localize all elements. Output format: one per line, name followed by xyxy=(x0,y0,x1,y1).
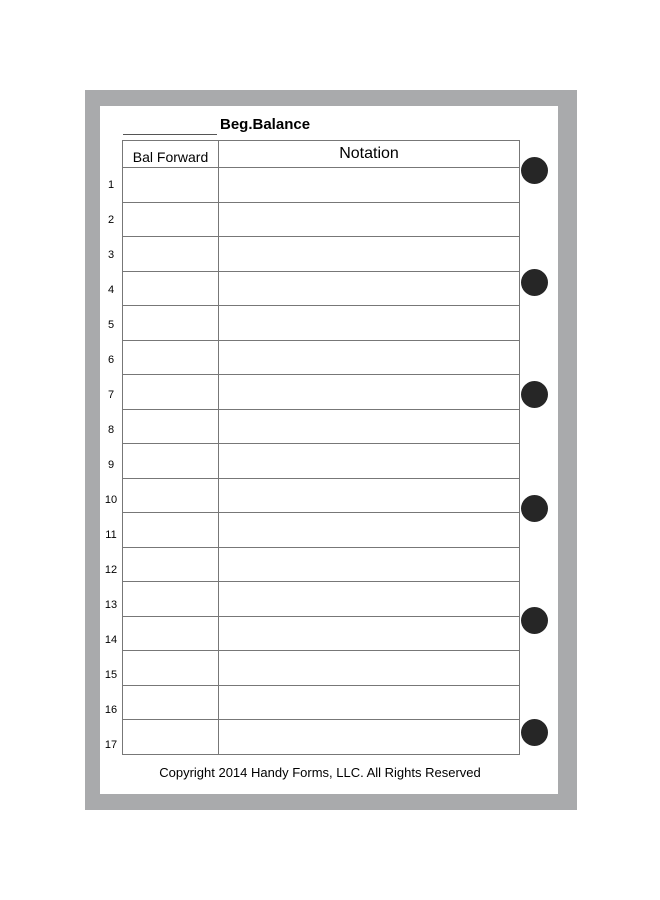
row-number: 7 xyxy=(107,388,115,401)
notation-cell[interactable] xyxy=(219,479,519,513)
row-number: 8 xyxy=(107,423,115,436)
table-row xyxy=(123,651,519,686)
notation-cell[interactable] xyxy=(219,168,519,202)
row-number: 16 xyxy=(104,703,118,716)
bal-forward-cell[interactable] xyxy=(123,306,219,340)
row-number: 10 xyxy=(104,493,118,506)
notation-cell[interactable] xyxy=(219,548,519,582)
notation-header: Notation xyxy=(339,145,399,162)
punch-hole-icon xyxy=(521,157,548,184)
notation-cell[interactable] xyxy=(219,686,519,720)
table-row xyxy=(123,168,519,203)
bal-forward-cell[interactable] xyxy=(123,444,219,478)
beg-balance-label: Beg.Balance xyxy=(220,116,311,133)
notation-cell[interactable] xyxy=(219,375,519,409)
bal-forward-cell[interactable] xyxy=(123,720,219,754)
bal-forward-header: Bal Forward xyxy=(123,141,219,167)
table-row xyxy=(123,582,519,617)
bal-forward-cell[interactable] xyxy=(123,410,219,444)
bal-forward-cell[interactable] xyxy=(123,168,219,202)
table-row xyxy=(123,617,519,652)
bal-forward-cell[interactable] xyxy=(123,341,219,375)
row-number: 1 xyxy=(107,178,115,191)
row-number: 11 xyxy=(105,528,117,541)
bal-forward-cell[interactable] xyxy=(123,617,219,651)
table-row xyxy=(123,444,519,479)
table-row xyxy=(123,203,519,238)
bal-forward-cell[interactable] xyxy=(123,272,219,306)
punch-hole-icon xyxy=(521,495,548,522)
row-number: 5 xyxy=(107,318,115,331)
bal-forward-cell[interactable] xyxy=(123,237,219,271)
row-number: 12 xyxy=(104,563,118,576)
register-table xyxy=(122,140,520,755)
table-row xyxy=(123,341,519,376)
bal-forward-cell[interactable] xyxy=(123,582,219,616)
table-row xyxy=(123,720,519,755)
table-row xyxy=(123,375,519,410)
notation-cell[interactable] xyxy=(219,203,519,237)
bal-forward-cell[interactable] xyxy=(123,203,219,237)
notation-cell[interactable] xyxy=(219,617,519,651)
row-number: 2 xyxy=(107,213,115,226)
punch-hole-icon xyxy=(521,269,548,296)
table-row xyxy=(123,686,519,721)
notation-cell[interactable] xyxy=(219,651,519,685)
notation-cell[interactable] xyxy=(219,513,519,547)
notation-cell[interactable] xyxy=(219,237,519,271)
punch-hole-icon xyxy=(521,381,548,408)
row-number: 3 xyxy=(107,248,115,261)
table-header-row xyxy=(123,141,519,168)
copyright-notice: Copyright 2014 Handy Forms, LLC. All Rights Reserved xyxy=(159,765,481,780)
row-number: 15 xyxy=(104,668,118,681)
row-number: 9 xyxy=(107,458,115,471)
row-number-column xyxy=(100,167,122,762)
row-number: 13 xyxy=(104,598,118,611)
table-row xyxy=(123,306,519,341)
notation-cell[interactable] xyxy=(219,410,519,444)
table-row xyxy=(123,237,519,272)
row-number: 4 xyxy=(107,283,115,296)
bal-forward-cell[interactable] xyxy=(123,686,219,720)
bal-forward-cell[interactable] xyxy=(123,548,219,582)
row-number: 6 xyxy=(107,353,115,366)
bal-forward-cell[interactable] xyxy=(123,479,219,513)
table-row xyxy=(123,548,519,583)
table-row xyxy=(123,272,519,307)
bal-forward-cell[interactable] xyxy=(123,513,219,547)
punch-hole-icon xyxy=(521,607,548,634)
notation-cell[interactable] xyxy=(219,582,519,616)
notation-cell[interactable] xyxy=(219,341,519,375)
row-number: 17 xyxy=(104,738,118,751)
beg-balance-entry-line xyxy=(123,134,217,135)
notation-cell[interactable] xyxy=(219,306,519,340)
table-row xyxy=(123,410,519,445)
row-number: 14 xyxy=(104,633,118,646)
notation-cell[interactable] xyxy=(219,272,519,306)
punch-hole-icon xyxy=(521,719,548,746)
table-row xyxy=(123,513,519,548)
notation-cell[interactable] xyxy=(219,720,519,754)
bal-forward-cell[interactable] xyxy=(123,651,219,685)
bal-forward-cell[interactable] xyxy=(123,375,219,409)
notation-cell[interactable] xyxy=(219,444,519,478)
table-row xyxy=(123,479,519,514)
